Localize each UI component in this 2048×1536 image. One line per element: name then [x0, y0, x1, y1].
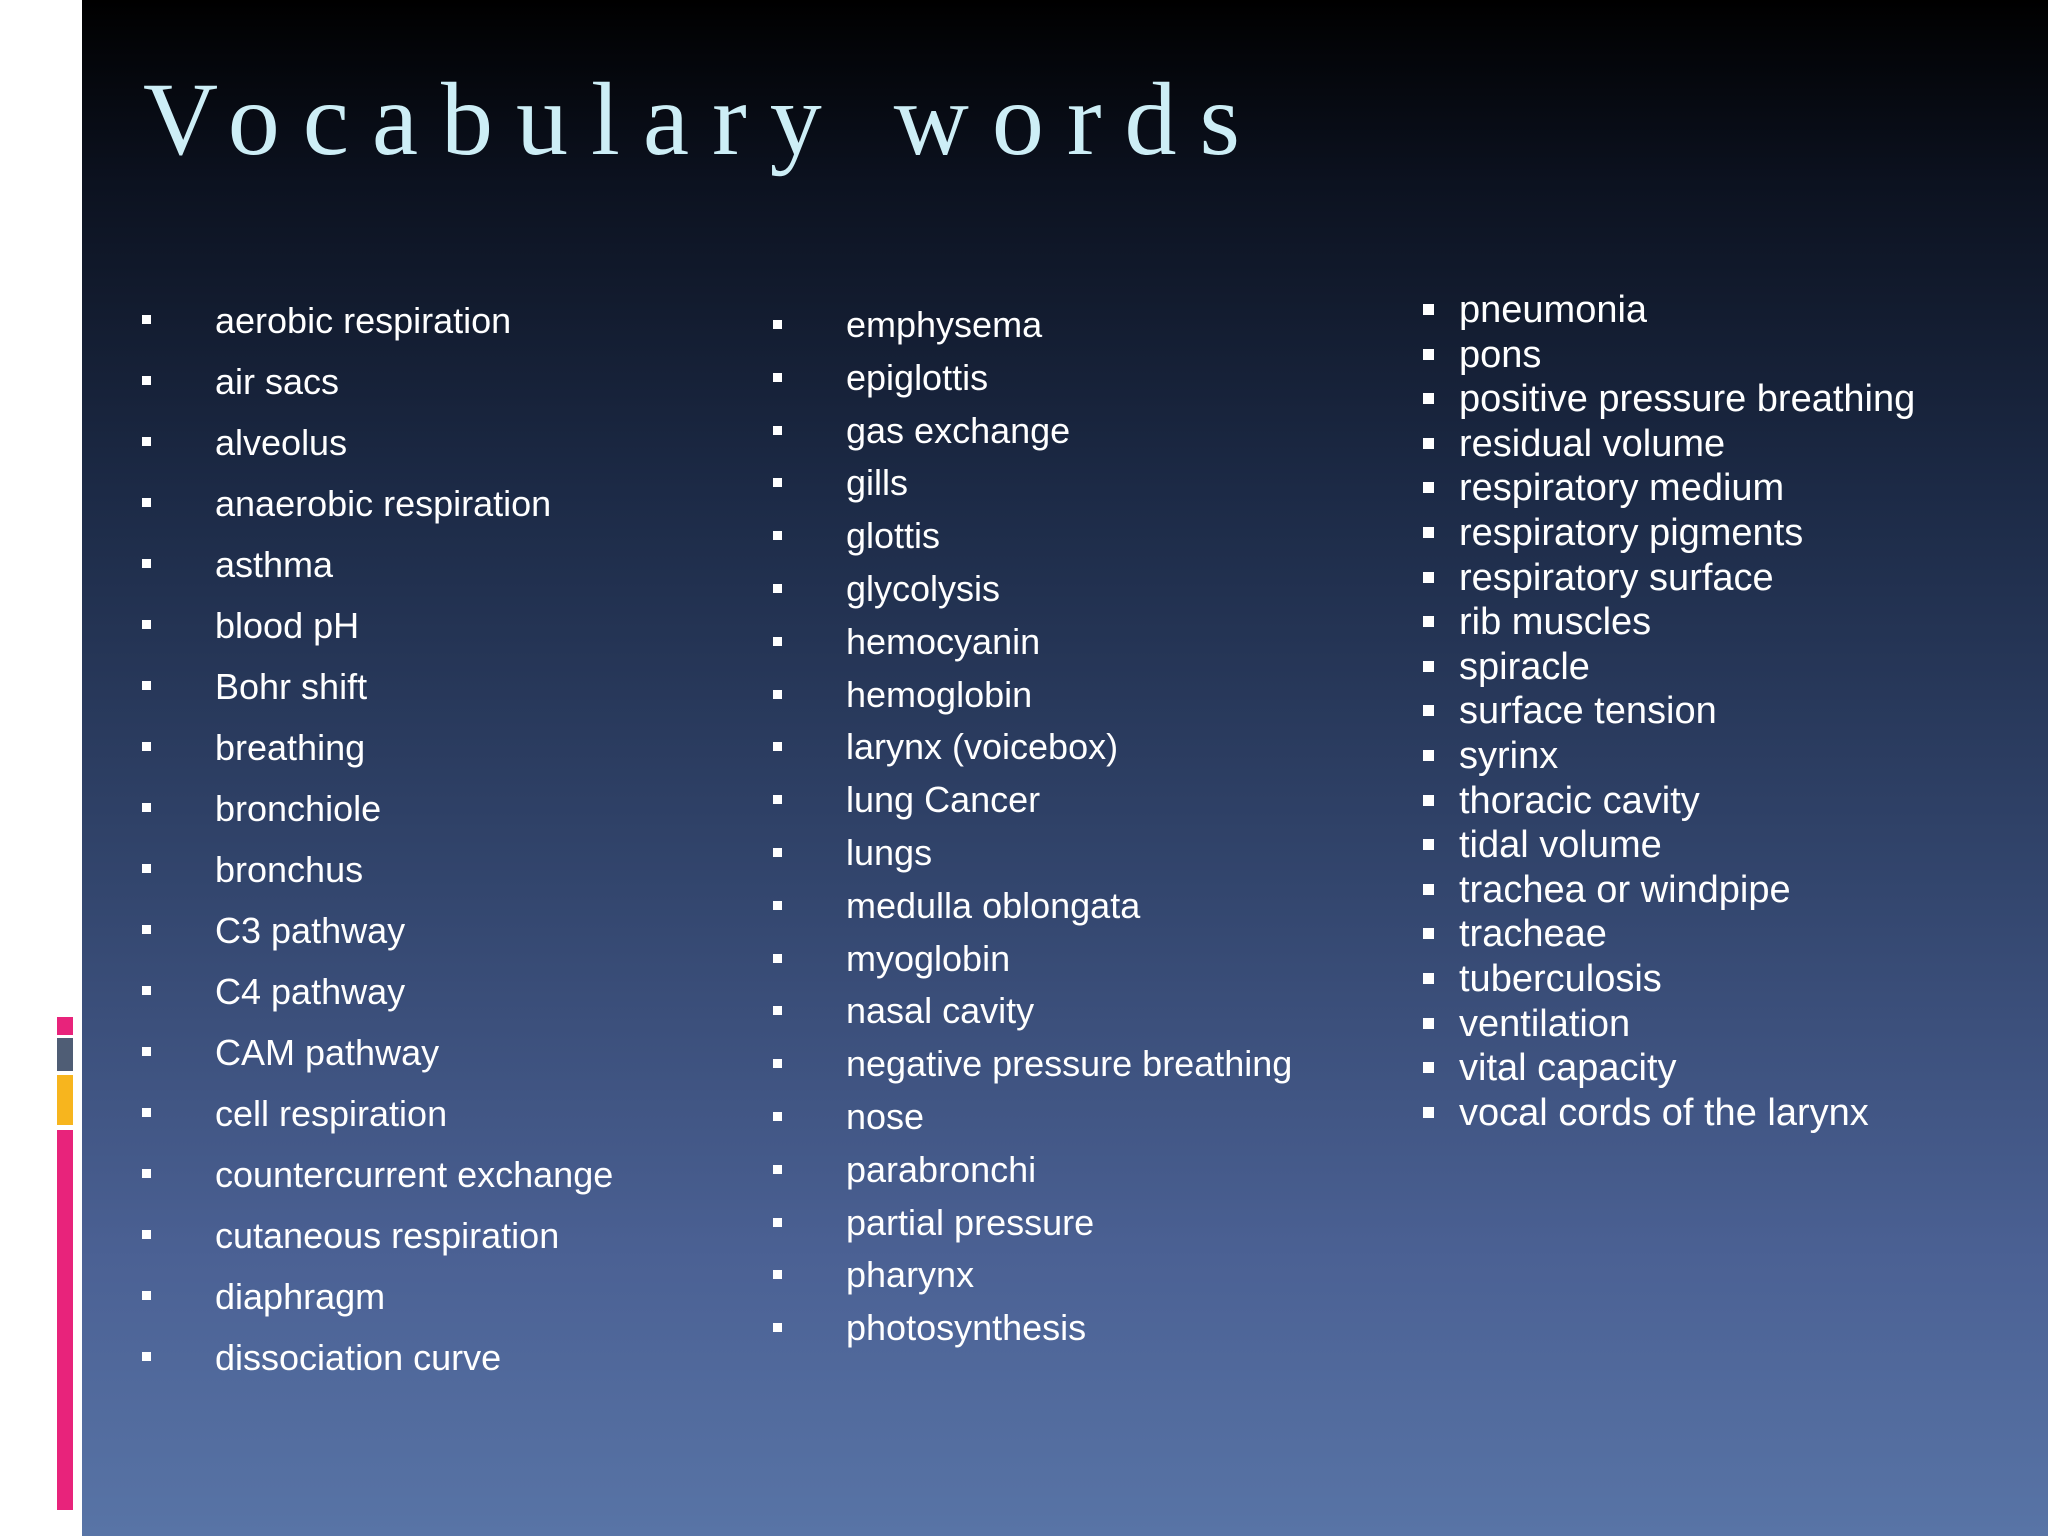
- bullet-square-icon: [1423, 839, 1434, 850]
- vocab-item: [142, 595, 613, 656]
- bullet-square-icon: [1423, 884, 1434, 895]
- bullet-square-icon: [1423, 1018, 1434, 1029]
- vocab-word: tuberculosis: [1459, 957, 1662, 1000]
- bullet-square-icon: [142, 1291, 151, 1300]
- vocab-item: [142, 1327, 613, 1388]
- vocab-word: surface tension: [1459, 690, 1717, 733]
- vocab-item: [1423, 734, 1915, 779]
- bullet-square-icon: [773, 1112, 782, 1121]
- vocab-item: [142, 1144, 613, 1205]
- bullet-square-icon: [142, 1169, 151, 1178]
- bullet-square-icon: [773, 1270, 782, 1279]
- vocab-word: rib muscles: [1459, 601, 1652, 644]
- accent-bar-pink-small: [57, 1017, 73, 1035]
- bullet-square-icon: [142, 986, 151, 995]
- vocab-word: CAM pathway: [215, 1032, 440, 1073]
- vocab-word: lung Cancer: [846, 779, 1041, 821]
- vocab-word: cutaneous respiration: [215, 1215, 560, 1256]
- vocab-word: countercurrent exchange: [215, 1154, 614, 1195]
- vocab-item: [773, 1038, 1292, 1091]
- vocab-word: pons: [1459, 333, 1542, 376]
- vocab-item: [1423, 288, 1915, 333]
- bullet-square-icon: [1423, 928, 1434, 939]
- bullet-square-icon: [773, 742, 782, 751]
- vocab-word: thoracic cavity: [1459, 779, 1700, 822]
- vocab-item: [142, 351, 613, 412]
- vocab-item: [773, 985, 1292, 1038]
- vocab-item: [773, 299, 1292, 352]
- vocab-item: [1423, 779, 1915, 824]
- vocab-item: [1423, 1091, 1915, 1136]
- accent-bar-pink-large: [57, 1130, 73, 1510]
- vocab-item: [142, 839, 613, 900]
- bullet-square-icon: [1423, 482, 1434, 493]
- vocab-word: nasal cavity: [846, 990, 1035, 1032]
- bullet-square-icon: [142, 559, 151, 568]
- bullet-square-icon: [1423, 349, 1434, 360]
- vocab-item: [142, 900, 613, 961]
- bullet-square-icon: [773, 848, 782, 857]
- vocab-item: [142, 1083, 613, 1144]
- bullet-square-icon: [773, 531, 782, 540]
- vocab-word: syrinx: [1459, 734, 1559, 777]
- bullet-square-icon: [1423, 527, 1434, 538]
- vocab-word: pharynx: [846, 1254, 975, 1296]
- vocab-word: lungs: [846, 831, 933, 873]
- vocab-word: C4 pathway: [215, 971, 406, 1012]
- bullet-square-icon: [773, 1218, 782, 1227]
- vocab-item: [142, 717, 613, 778]
- vocab-word: tracheae: [1459, 913, 1607, 956]
- vocab-word: medulla oblongata: [846, 884, 1141, 926]
- vocab-item: [773, 405, 1292, 458]
- vocab-word: epiglottis: [846, 356, 989, 398]
- vocab-word: vocal cords of the larynx: [1459, 1091, 1869, 1134]
- vocab-item: [773, 616, 1292, 669]
- vocab-word: breathing: [215, 727, 366, 768]
- decorative-stripes: [48, 150, 82, 232]
- vocab-word: bronchus: [215, 849, 364, 890]
- bullet-square-icon: [142, 742, 151, 751]
- bullet-square-icon: [142, 315, 151, 324]
- vocab-word: air sacs: [215, 361, 340, 402]
- vocab-word: positive pressure breathing: [1459, 378, 1916, 421]
- bullet-square-icon: [1423, 1062, 1434, 1073]
- bullet-square-icon: [1423, 572, 1434, 583]
- vocab-word: vital capacity: [1459, 1047, 1677, 1090]
- bullet-square-icon: [142, 864, 151, 873]
- vocab-word: residual volume: [1459, 422, 1726, 465]
- bullet-square-icon: [142, 803, 151, 812]
- vocab-word: alveolus: [215, 422, 348, 463]
- vocab-word: respiratory medium: [1459, 467, 1785, 510]
- vocab-word: ventilation: [1459, 1002, 1631, 1045]
- vocab-word: cell respiration: [215, 1093, 448, 1134]
- vocab-word: tidal volume: [1459, 824, 1662, 867]
- vocab-item: [773, 933, 1292, 986]
- vocab-column-1: [142, 290, 613, 1388]
- vocab-word: nose: [846, 1095, 925, 1137]
- bullet-square-icon: [773, 373, 782, 382]
- vocab-item: [1423, 556, 1915, 601]
- bullet-square-icon: [142, 1230, 151, 1239]
- bullet-square-icon: [142, 1352, 151, 1361]
- vocab-item: [142, 1205, 613, 1266]
- accent-bar-gray: [57, 1038, 73, 1071]
- vocab-item: [773, 721, 1292, 774]
- vocab-word: negative pressure breathing: [846, 1043, 1293, 1085]
- bullet-square-icon: [773, 637, 782, 646]
- bullet-square-icon: [1423, 393, 1434, 404]
- vocab-column-2: [773, 299, 1292, 1355]
- vocab-word: emphysema: [846, 304, 1043, 345]
- vocab-item: [773, 1197, 1292, 1250]
- vocab-word: respiratory pigments: [1459, 511, 1804, 554]
- vocab-item: [1423, 1046, 1915, 1091]
- vocab-word: anaerobic respiration: [215, 483, 552, 524]
- bullet-square-icon: [142, 1047, 151, 1056]
- vocab-word: myoglobin: [846, 937, 1011, 979]
- vocab-item: [1423, 333, 1915, 378]
- bullet-square-icon: [1423, 616, 1434, 627]
- vocab-word: diaphragm: [215, 1276, 386, 1317]
- bullet-square-icon: [1423, 973, 1434, 984]
- vocab-word: trachea or windpipe: [1459, 868, 1791, 911]
- bullet-square-icon: [773, 795, 782, 804]
- vocab-item: [1423, 957, 1915, 1002]
- vocab-item: [142, 961, 613, 1022]
- vocab-word: glycolysis: [846, 567, 1001, 609]
- vocab-item: [142, 473, 613, 534]
- vocab-item: [142, 290, 613, 351]
- vocab-word: respiratory surface: [1459, 556, 1774, 599]
- bullet-square-icon: [773, 1323, 782, 1332]
- bullet-square-icon: [142, 925, 151, 934]
- bullet-square-icon: [773, 320, 782, 329]
- bullet-square-icon: [1423, 661, 1434, 672]
- bullet-square-icon: [1423, 1107, 1434, 1118]
- vocab-word: spiracle: [1459, 645, 1590, 688]
- vocab-item: [773, 827, 1292, 880]
- vocab-word: asthma: [215, 544, 334, 585]
- vocab-word: bronchiole: [215, 788, 382, 829]
- vocab-item: [1423, 600, 1915, 645]
- bullet-square-icon: [142, 437, 151, 446]
- vocab-item: [142, 534, 613, 595]
- bullet-square-icon: [773, 901, 782, 910]
- vocab-item: [773, 1144, 1292, 1197]
- bullet-square-icon: [773, 1006, 782, 1015]
- vocab-word: dissociation curve: [215, 1337, 502, 1378]
- vocab-word: pneumonia: [1459, 289, 1648, 331]
- vocab-item: [142, 1022, 613, 1083]
- vocab-word: parabronchi: [846, 1148, 1037, 1190]
- bullet-square-icon: [773, 690, 782, 699]
- vocab-word: C3 pathway: [215, 910, 406, 951]
- vocab-item: [1423, 823, 1915, 868]
- vocab-item: [1423, 912, 1915, 957]
- bullet-square-icon: [142, 1108, 151, 1117]
- vocab-item: [773, 563, 1292, 616]
- vocab-word: hemocyanin: [846, 620, 1041, 662]
- vocab-item: [142, 778, 613, 839]
- vocab-item: [1423, 1002, 1915, 1047]
- bullet-square-icon: [773, 1165, 782, 1174]
- accent-bar-gold: [57, 1075, 73, 1125]
- vocab-item: [773, 352, 1292, 405]
- bullet-square-icon: [1423, 750, 1434, 761]
- bullet-square-icon: [1423, 438, 1434, 449]
- vocab-word: blood pH: [215, 605, 360, 646]
- vocab-item: [1423, 645, 1915, 690]
- vocab-word: Bohr shift: [215, 666, 368, 707]
- bullet-square-icon: [142, 376, 151, 385]
- bullet-square-icon: [773, 478, 782, 487]
- vocab-item: [773, 1302, 1292, 1355]
- bullet-square-icon: [1423, 705, 1434, 716]
- vocab-item: [142, 656, 613, 717]
- bullet-square-icon: [142, 681, 151, 690]
- vocab-item: [773, 774, 1292, 827]
- bullet-square-icon: [773, 954, 782, 963]
- vocab-item: [1423, 868, 1915, 913]
- bullet-square-icon: [773, 1059, 782, 1068]
- vocab-item: [773, 457, 1292, 510]
- vocab-word: hemoglobin: [846, 673, 1033, 715]
- vocab-word: aerobic respiration: [215, 300, 512, 341]
- vocab-word: gills: [846, 462, 909, 504]
- vocab-word: photosynthesis: [846, 1307, 1087, 1349]
- bullet-square-icon: [773, 426, 782, 435]
- bullet-square-icon: [142, 620, 151, 629]
- vocab-item: [773, 669, 1292, 722]
- bullet-square-icon: [1423, 795, 1434, 806]
- slide-title: Vocabulary words: [143, 62, 1263, 177]
- bullet-square-icon: [773, 584, 782, 593]
- vocab-word: glottis: [846, 515, 941, 557]
- vocab-word: partial pressure: [846, 1201, 1095, 1243]
- vocab-item: [1423, 466, 1915, 511]
- vocab-item: [773, 1249, 1292, 1302]
- vocab-item: [142, 412, 613, 473]
- vocab-item: [773, 880, 1292, 933]
- vocab-item: [773, 1091, 1292, 1144]
- vocab-column-3: [1423, 288, 1915, 1135]
- bullet-square-icon: [1423, 304, 1434, 315]
- vocab-item: [1423, 689, 1915, 734]
- vocab-item: [1423, 422, 1915, 467]
- vocab-item: [142, 1266, 613, 1327]
- vocab-item: [1423, 511, 1915, 556]
- vocab-word: larynx (voicebox): [846, 726, 1119, 768]
- bullet-square-icon: [142, 498, 151, 507]
- vocab-item: [1423, 377, 1915, 422]
- vocab-word: gas exchange: [846, 409, 1071, 451]
- vocab-item: [773, 510, 1292, 563]
